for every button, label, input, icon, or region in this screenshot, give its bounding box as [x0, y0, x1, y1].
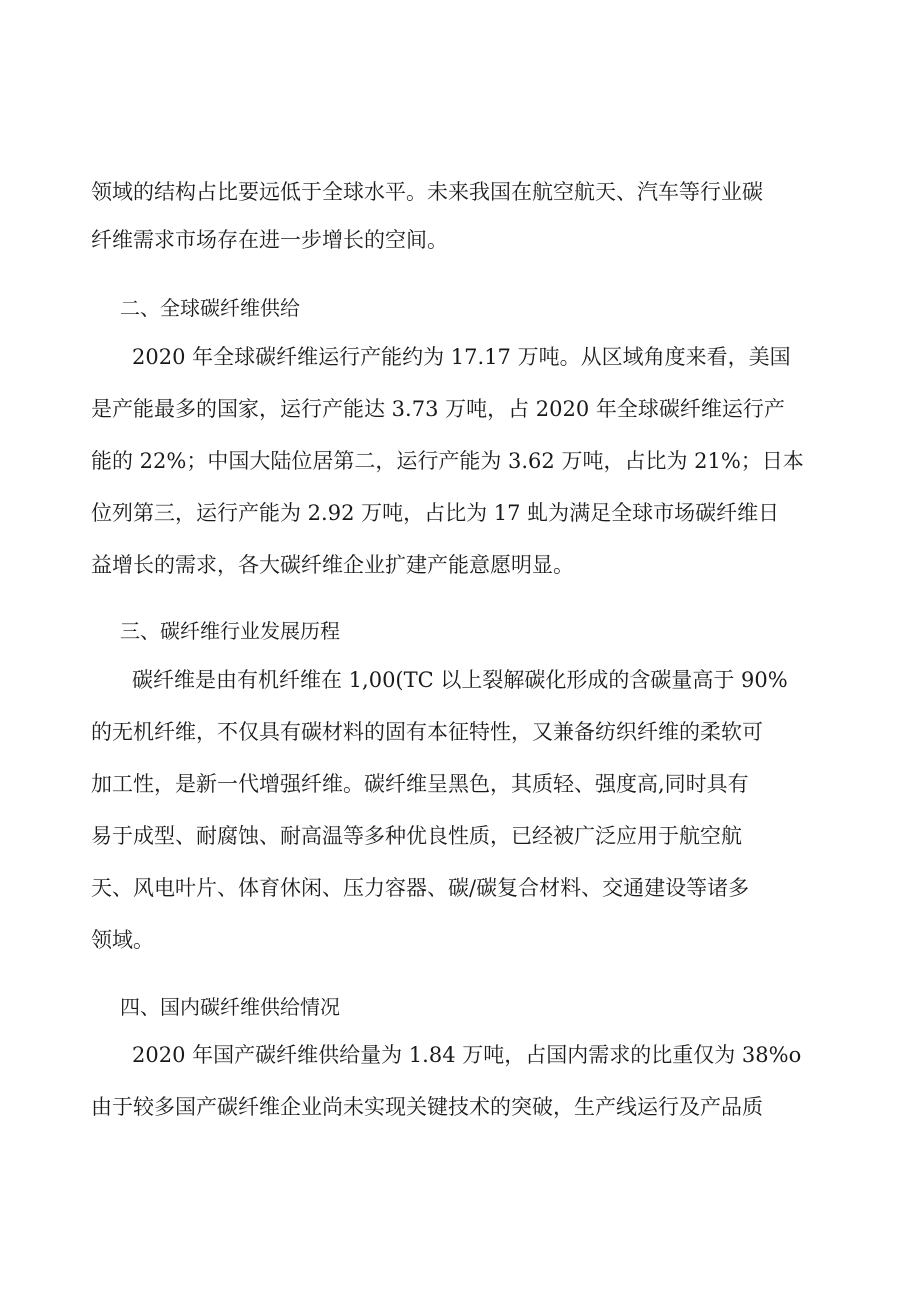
paragraph-2-line-2: 是产能最多的国家，运行产能达 3.73 万吨，占 2020 年全球碳纤维运行产 [91, 397, 785, 421]
section-heading-4: 四、国内碳纤维供给情况 [120, 995, 340, 1019]
section-heading-2: 二、全球碳纤维供给 [120, 296, 300, 320]
paragraph-2-line-4: 位列第三，运行产能为 2.92 万吨，占比为 17 虬为满足全球市场碳纤维日 [91, 501, 780, 525]
paragraph-2-line-1: 2020 年全球碳纤维运行产能约为 17.17 万吨。从区域角度来看，美国 [132, 345, 791, 369]
paragraph-3-line-4: 易于成型、耐腐蚀、耐高温等多种优良性质，已经被广泛应用于航空航 [91, 824, 742, 848]
section-heading-3: 三、碳纤维行业发展历程 [120, 619, 340, 643]
paragraph-4-line-2: 由于较多国产碳纤维企业尚未实现关键技术的突破，生产线运行及产品质 [91, 1095, 763, 1119]
paragraph-4-line-1: 2020 年国产碳纤维供给量为 1.84 万吨，占国内需求的比重仅为 38%o [132, 1043, 802, 1067]
paragraph-2-line-5: 益增长的需求，各大碳纤维企业扩建产能意愿明显。 [91, 553, 574, 577]
paragraph-1-line-2: 纤维需求市场存在进一步增长的空间。 [91, 228, 448, 252]
paragraph-3-line-6: 领域。 [91, 928, 154, 952]
paragraph-3-line-3: 加工性，是新一代增强纤维。碳纤维呈黑色，其质轻、强度高,同时具有 [91, 772, 749, 796]
paragraph-2-line-3: 能的 22%；中国大陆位居第二，运行产能为 3.62 万吨，占比为 21%；日本 [91, 449, 804, 473]
paragraph-3-line-5: 天、风电叶片、体育休闲、压力容器、碳/碳复合材料、交通建设等诸多 [91, 876, 750, 900]
paragraph-3-line-2: 的无机纤维，不仅具有碳材料的固有本征特性，又兼备纺织纤维的柔软可 [91, 720, 763, 744]
paragraph-3-line-1: 碳纤维是由有机纤维在 1,00(TC 以上裂解碳化形成的含碳量高于 90% [132, 668, 788, 692]
paragraph-1-line-1: 领域的结构占比要远低于全球水平。未来我国在航空航天、汽车等行业碳 [91, 180, 763, 204]
